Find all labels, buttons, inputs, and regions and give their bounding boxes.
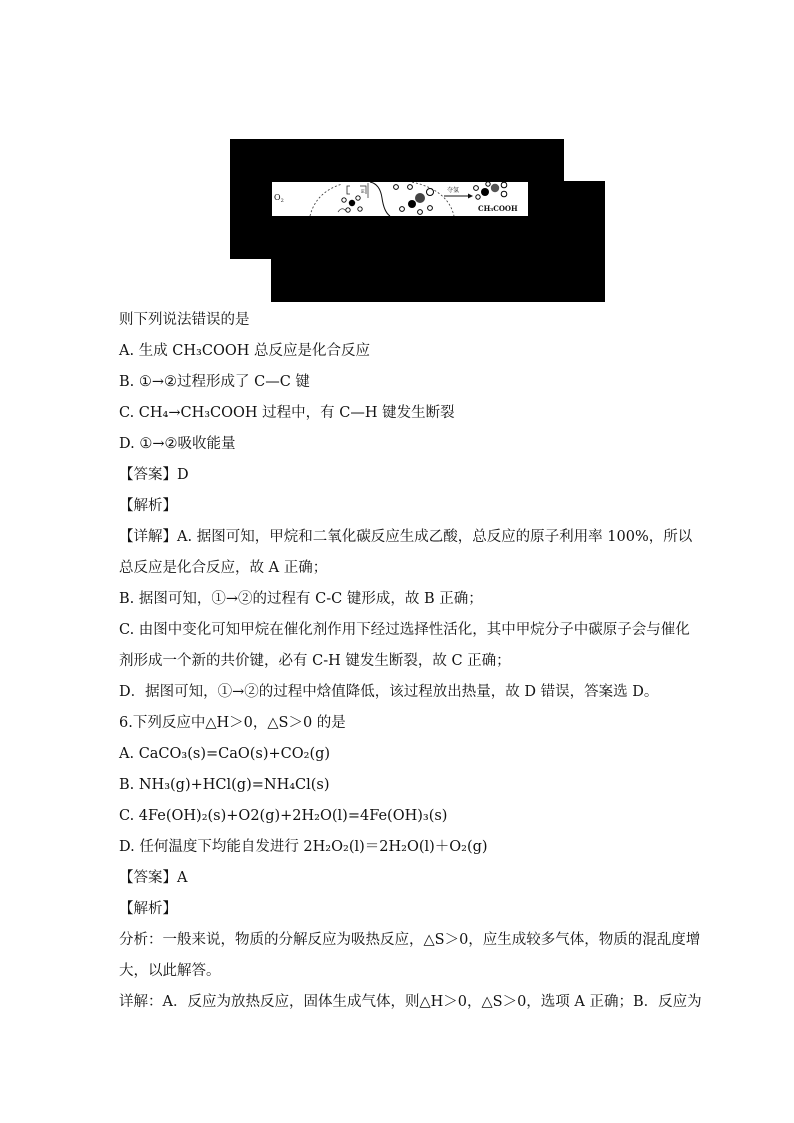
option-a: A. 生成 CH₃COOH 总反应是化合反应 — [119, 343, 370, 359]
option-d: D. ①→②吸收能量 — [119, 436, 236, 452]
oxygen-atom — [501, 182, 507, 188]
oxygen-atom — [408, 185, 413, 190]
explanation-text: 总反应是化合反应，故 A 正确； — [119, 560, 328, 576]
carbon-atom — [408, 200, 416, 208]
option-b: B. ①→②过程形成了 C—C 键 — [119, 374, 310, 390]
analysis-text: 大，以此解答。 — [119, 963, 221, 979]
carbon-atom — [481, 188, 489, 196]
analysis-heading: 【解析】 — [119, 498, 177, 514]
hydrogen-atom — [346, 208, 350, 212]
explanation-text: D．据图可知，①→②的过程中焓值降低，该过程放出热量，故 D 错误，答案选 D。 — [119, 684, 659, 700]
analysis-heading: 【解析】 — [119, 901, 177, 917]
o2-label: $O_2$ — [274, 193, 284, 204]
explanation-text: 【详解】A. 据图可知，甲烷和二氧化碳反应生成乙酸，总反应的原子利用率 100%，所以 — [119, 529, 693, 545]
hydrogen-atom — [428, 206, 433, 211]
option-c: C. CH₄→CH₃COOH 过程中，有 C—H 键发生断裂 — [119, 405, 455, 421]
hydrogen-atom — [486, 182, 490, 186]
diagram-visible-strip — [272, 182, 528, 216]
hydrogen-atom — [474, 186, 479, 191]
analysis-text: 分析：一般来说，物质的分解反应为吸热反应，△S＞0，应生成较多气体，物质的混乱度增 — [119, 932, 701, 948]
diagram-svg — [272, 182, 528, 216]
energy-mark: E — [361, 189, 365, 195]
redaction-block-right — [564, 181, 605, 302]
energy-curve — [370, 182, 390, 216]
option-c: C. 4Fe(OH)₂(s)+O2(g)+2H₂O(l)=4Fe(OH)₃(s) — [119, 808, 448, 824]
arrow-head-icon — [468, 194, 473, 199]
bracket-left — [347, 186, 350, 194]
reaction-diagram-figure — [230, 139, 605, 302]
explanation-text: 剂形成一个新的共价键，必有 C-H 键发生断裂，故 C 正确； — [119, 653, 511, 669]
catalyst-boundary-left — [310, 184, 342, 216]
answer-label: 【答案】D — [119, 467, 189, 483]
oxygen-atom — [501, 191, 507, 197]
question-prompt: 则下列说法错误的是 — [119, 312, 250, 328]
redaction-block-bottom — [271, 259, 564, 302]
answer-label: 【答案】A — [119, 870, 188, 886]
explanation-text: B. 据图可知，①→②的过程有 C-C 键形成，故 B 正确； — [119, 591, 483, 607]
hydrogen-atom — [400, 207, 405, 212]
arrow-label: 夺氢 — [447, 187, 460, 194]
carbon-atom — [349, 200, 355, 206]
carbon-atom — [491, 184, 499, 192]
option-d: D. 任何温度下均能自发进行 2H₂O₂(l)＝2H₂O(l)＋O₂(g) — [119, 839, 488, 855]
explanation-text: C. 由图中变化可知甲烷在催化剂作用下经过选择性活化，其中甲烷分子中碳原子会与催化 — [119, 622, 690, 638]
catalyst-arc — [338, 209, 346, 212]
oxygen-atom — [394, 185, 399, 190]
oxygen-atom — [427, 189, 434, 196]
detail-text: 详解：A．反应为放热反应，固体生成气体，则△H＞0，△S＞0，选项 A 正确；B．反应为 — [119, 994, 702, 1010]
option-b: B. NH₃(g)+HCl(g)=NH₄Cl(s) — [119, 777, 330, 793]
hydrogen-atom — [358, 207, 362, 211]
option-a: A. CaCO₃(s)=CaO(s)+CO₂(g) — [119, 746, 331, 762]
question-6-prompt: 6.下列反应中△H＞0，△S＞0 的是 — [119, 715, 346, 731]
hydrogen-atom — [356, 196, 360, 200]
product-label: CH₃COOH — [478, 204, 518, 213]
carbon-atom — [415, 193, 425, 203]
hydrogen-atom — [476, 195, 480, 199]
hydrogen-atom — [342, 198, 346, 202]
hydrogen-atom — [418, 210, 423, 215]
